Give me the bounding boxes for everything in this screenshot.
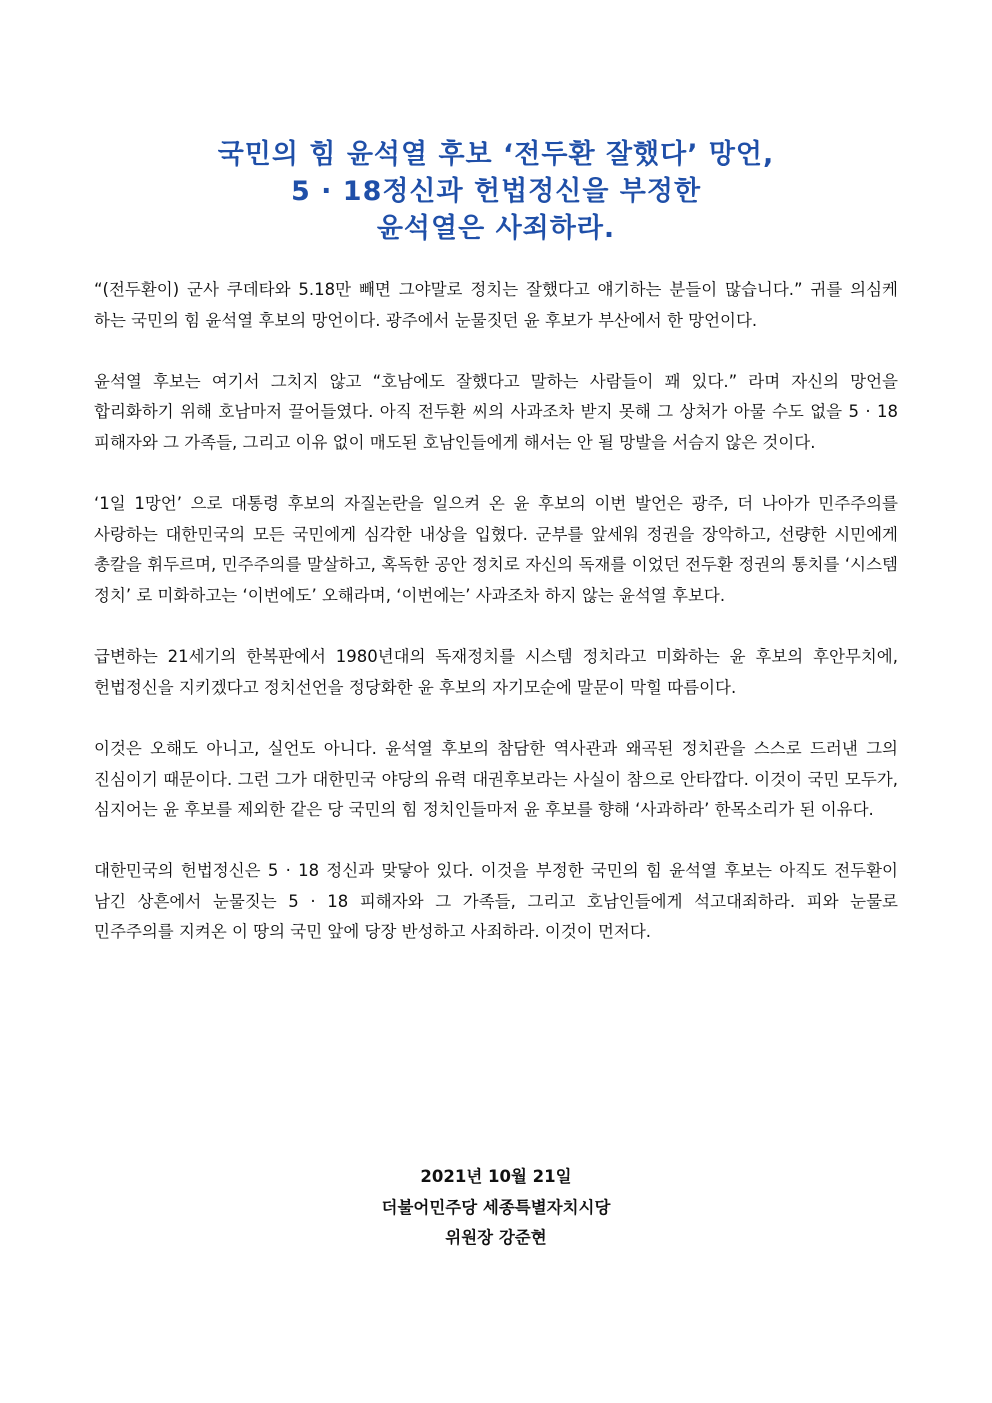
paragraph-3: ‘1일 1망언’ 으로 대통령 후보의 자질논란을 일으켜 온 윤 후보의 이번 발언은 광주, 더 나아가 민주주의를 사랑하는 대한민국의 모든 국민에게 심각한 내상을 입혔다. 군부를 앞세워 정권을 장악하고, 선량한 시민에게 총칼을 휘두르며, 민주주의를 말살하고, 혹독한 공안 정치로 자신의 독재를 이었던 전두환 정권의 통치를 ‘시스템 정치’ 로 미화하고는 ‘이번에도’ 오해라며, ‘이번에는’ 사과조차 하지 않는 윤석열 후보다. [94, 494, 898, 605]
paragraph-1: “(전두환이) 군사 쿠데타와 5.18만 빼면 그야말로 정치는 잘했다고 얘기하는 분들이 많습니다.” 귀를 의심케 하는 국민의 힘 윤석열 후보의 망언이다. 광주에서 눈물짓던 윤 후보가 부산에서 한 망언이다. [94, 280, 898, 330]
document-body [94, 275, 898, 979]
paragraph-6: 대한민국의 헌법정신은 5 · 18 정신과 맞닿아 있다. 이것을 부정한 국민의 힘 윤석열 후보는 아직도 전두환이 남긴 상흔에서 눈물짓는 5 · 18 피해자와 그 가족들, 그리고 호남인들에게 석고대죄하라. 피와 눈물로 민주주의를 지켜온 이 땅의 국민 앞에 당장 반성하고 사죄하라. 이것이 먼저다. [94, 861, 898, 942]
signature-signer: 위원장 강준현 [445, 1228, 547, 1248]
title-line-1: 국민의 힘 윤석열 후보 ‘전두환 잘했다’ 망언, [217, 139, 775, 170]
signature-block [94, 1162, 898, 1254]
signature-date: 2021년 10월 21일 [420, 1167, 572, 1186]
title-line-2: 5 · 18정신과 헌법정신을 부정한 [290, 176, 702, 207]
title-line-3: 윤석열은 사죄하라. [376, 213, 616, 244]
document-title [94, 136, 898, 247]
paragraph-5: 이것은 오해도 아니고, 실언도 아니다. 윤석열 후보의 참담한 역사관과 왜곡된 정치관을 스스로 드러낸 그의 진심이기 때문이다. 그런 그가 대한민국 야당의 유력 대권후보라는 사실이 참으로 안타깝다. 이것이 국민 모두가, 심지어는 윤 후보를 제외한 같은 당 국민의 힘 정치인들마저 윤 후보를 향해 ‘사과하라’ 한목소리가 된 이유다. [94, 738, 898, 820]
signature-organization: 더불어민주당 세종특별자치시당 [381, 1197, 611, 1217]
paragraph-2: 윤석열 후보는 여기서 그치지 않고 “호남에도 잘했다고 말하는 사람들이 꽤 있다.” 라며 자신의 망언을 합리화하기 위해 호남마저 끌어들였다. 아직 전두환 씨의 사과조차 받지 못해 그 상처가 아물 수도 없을 5 · 18 피해자와 그 가족들, 그리고 이유 없이 매도된 호남인들에게 해서는 안 될 망발을 서슴지 않은 것이다. [94, 371, 898, 452]
paragraph-4: 급변하는 21세기의 한복판에서 1980년대의 독재정치를 시스템 정치라고 미화하는 윤 후보의 후안무치에, 헌법정신을 지키겠다고 정치선언을 정당화한 윤 후보의 자기모순에 말문이 막힐 따름이다. [94, 647, 898, 697]
